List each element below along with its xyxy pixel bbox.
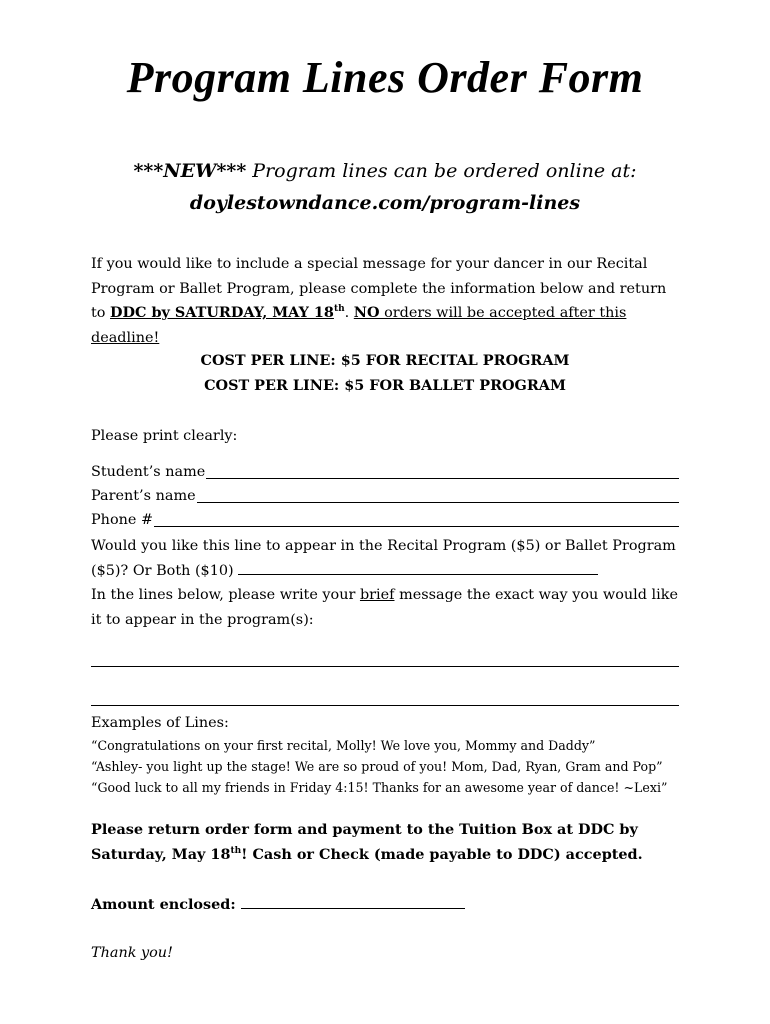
- phone-field[interactable]: [91, 508, 679, 533]
- return-text-2: ! Cash or Check (made payable to DDC) accepted.: [241, 845, 643, 863]
- amount-enclosed-field: [91, 893, 683, 918]
- no-emphasis: NO: [353, 304, 380, 321]
- deadline-sup: th: [333, 304, 345, 315]
- parent-name-line[interactable]: [197, 484, 679, 503]
- parent-name-field[interactable]: [91, 484, 679, 509]
- example-line: “Ashley- you light up the stage! We are so proud of you! Mom, Dad, Ryan, Gram and Pop”: [91, 759, 663, 774]
- return-sup: th: [230, 845, 242, 856]
- parent-name-label: Parent’s name: [91, 488, 196, 504]
- brief-emphasis: brief: [359, 587, 395, 603]
- intro-deadline-warning: orders will be accepted after this deadline!: [91, 305, 627, 346]
- print-clearly-label: Please print clearly:: [91, 428, 238, 444]
- thank-you-text: Thank you!: [91, 945, 173, 961]
- return-instructions: [91, 818, 683, 867]
- intro-text: If you would like to include a special message for your dancer in our Recital Program or Ballet Program, please complete the information below and return to: [91, 256, 667, 321]
- message-instructions: [91, 583, 683, 632]
- intro-paragraph: [91, 252, 683, 350]
- deadline-text: DDC by SATURDAY, MAY 18: [110, 304, 334, 321]
- message-instructions-text: In the lines below, please write your: [91, 587, 360, 603]
- return-text: Please return order form and payment to the Tuition Box at DDC by Saturday, May 18: [91, 821, 638, 863]
- cost-recital: COST PER LINE: $5 FOR RECITAL PROGRAM: [200, 352, 570, 369]
- example-line: “Congratulations on your first recital, Molly! We love you, Mommy and Daddy”: [91, 738, 596, 753]
- amount-enclosed-line[interactable]: [241, 894, 465, 909]
- message-line-1[interactable]: [91, 666, 679, 667]
- online-notice-text: Program lines can be ordered online at:: [246, 160, 637, 182]
- phone-line[interactable]: [154, 508, 679, 527]
- cost-ballet: COST PER LINE: $5 FOR BALLET PROGRAM: [204, 377, 566, 394]
- examples-heading: Examples of Lines:: [91, 715, 229, 731]
- message-line-2[interactable]: [91, 705, 679, 706]
- message-instructions-text-2: message the exact way you would like it to appear in the program(s):: [91, 587, 678, 628]
- new-tag: ***NEW***: [133, 160, 247, 182]
- page-title: Program Lines Order Form: [126, 53, 644, 102]
- amount-enclosed-label: Amount enclosed:: [91, 896, 241, 913]
- student-name-label: Student’s name: [91, 464, 206, 480]
- student-name-field[interactable]: [91, 460, 679, 485]
- example-line: “Good luck to all my friends in Friday 4:15! Thanks for an awesome year of dance! ~Lexi”: [91, 780, 668, 795]
- online-notice: [0, 160, 770, 182]
- phone-label: Phone #: [91, 512, 154, 528]
- program-choice-question: [91, 534, 683, 583]
- program-choice-text: Would you like this line to appear in the Recital Program ($5) or Ballet Program ($5)? Or Both ($10): [91, 538, 676, 579]
- student-name-line[interactable]: [206, 460, 679, 479]
- program-choice-line[interactable]: [238, 560, 598, 575]
- intro-sep: .: [344, 305, 354, 321]
- order-url-link[interactable]: doylestowndance.com/program-lines: [189, 192, 581, 214]
